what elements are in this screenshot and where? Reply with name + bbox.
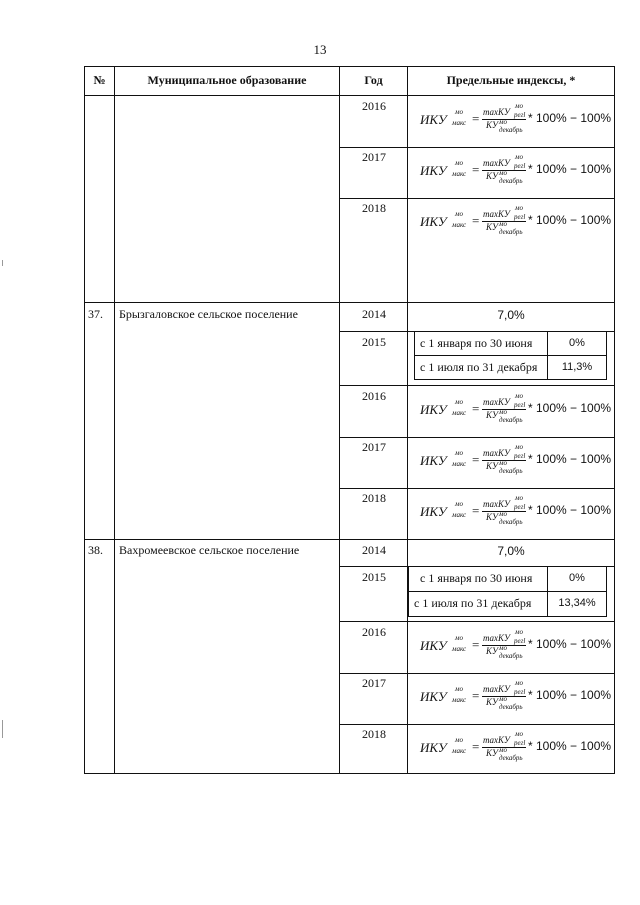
formula-lhs-sub: макс <box>452 747 467 755</box>
formula-lhs-sup: мо <box>455 159 463 167</box>
year-cell: 2018 <box>362 727 386 741</box>
index-formula <box>420 628 612 662</box>
formula-numerator: maxКУ <box>483 158 510 168</box>
row-number: 37. <box>88 307 103 321</box>
formula-lhs-sub: макс <box>452 409 467 417</box>
formula-denominator-sup: мо <box>499 695 507 703</box>
formula-numerator-sup: мо <box>515 443 523 451</box>
formula-lhs: ИКУ <box>420 740 447 755</box>
formula-equals: = <box>472 452 480 467</box>
formula-numerator: maxКУ <box>483 107 510 117</box>
formula-numerator-sub: регl <box>514 688 526 696</box>
formula-denominator-sub: декабрь <box>499 416 523 424</box>
formula-numerator-sup: мо <box>515 102 523 110</box>
municipality-name: Брызгаловское сельское поселение <box>119 307 298 321</box>
formula-equals: = <box>472 739 480 754</box>
period-value: 0% <box>569 572 585 584</box>
index-formula <box>420 153 612 187</box>
formula-lhs: ИКУ <box>420 689 447 704</box>
formula-tail: * 100% − 100% <box>528 688 612 702</box>
formula-equals: = <box>472 503 480 518</box>
formula-numerator: maxКУ <box>483 397 510 407</box>
formula-equals: = <box>472 637 480 652</box>
year-cell: 2014 <box>362 543 386 557</box>
formula-equals: = <box>472 162 480 177</box>
index-formula <box>420 443 612 477</box>
formula-denominator-sup: мо <box>499 459 507 467</box>
municipality-name: Вахромеевское сельское поселение <box>119 543 300 557</box>
formula-lhs-sup: мо <box>455 398 463 406</box>
formula-tail: * 100% − 100% <box>528 401 612 415</box>
formula-lhs: ИКУ <box>420 402 447 417</box>
formula-denominator-sub: декабрь <box>499 518 523 526</box>
year-cell: 2017 <box>362 676 386 690</box>
formula-numerator-sup: мо <box>515 204 523 212</box>
formula-lhs-sup: мо <box>455 500 463 508</box>
formula-lhs: ИКУ <box>420 163 447 178</box>
formula-lhs-sup: мо <box>455 685 463 693</box>
formula-lhs: ИКУ <box>420 214 447 229</box>
index-formula <box>420 494 612 528</box>
formula-numerator-sup: мо <box>515 628 523 636</box>
formula-denominator-sup: мо <box>499 169 507 177</box>
period-label: с 1 января по 30 июня <box>420 336 533 350</box>
formula-lhs-sup: мо <box>455 736 463 744</box>
formula-denominator-sub: декабрь <box>499 703 523 711</box>
formula-denominator-sup: мо <box>499 220 507 228</box>
formula-equals: = <box>472 688 480 703</box>
formula-denominator-sub: декабрь <box>499 652 523 660</box>
page-number: 13 <box>313 42 327 57</box>
formula-numerator: maxКУ <box>483 499 510 509</box>
formula-denominator-sub: декабрь <box>499 177 523 185</box>
index-formula <box>420 679 612 713</box>
formula-numerator-sub: регl <box>514 162 526 170</box>
formula-equals: = <box>472 111 480 126</box>
index-value: 7,0% <box>497 308 525 322</box>
header-index: Предельные индексы, * <box>446 73 576 87</box>
formula-denominator: КУ <box>486 748 498 758</box>
formula-denominator-sup: мо <box>499 644 507 652</box>
formula-numerator-sup: мо <box>515 153 523 161</box>
formula-numerator-sub: регl <box>514 739 526 747</box>
formula-lhs: ИКУ <box>420 638 447 653</box>
formula-numerator: maxКУ <box>483 209 510 219</box>
formula-denominator: КУ <box>486 697 498 707</box>
formula-tail: * 100% − 100% <box>528 503 612 517</box>
year-cell: 2015 <box>362 570 386 584</box>
year-cell: 2016 <box>362 625 386 639</box>
formula-denominator-sub: декабрь <box>499 754 523 762</box>
formula-numerator-sub: регl <box>514 637 526 645</box>
period-label: с 1 июля по 31 декабря <box>420 360 538 374</box>
formula-tail: * 100% − 100% <box>528 637 612 651</box>
formula-denominator: КУ <box>486 410 498 420</box>
formula-equals: = <box>472 213 480 228</box>
formula-numerator: maxКУ <box>483 448 510 458</box>
formula-lhs-sup: мо <box>455 634 463 642</box>
year-cell: 2014 <box>362 307 386 321</box>
formula-numerator-sup: мо <box>515 679 523 687</box>
header-num: № <box>93 73 106 87</box>
formula-lhs-sub: макс <box>452 119 467 127</box>
formula-lhs-sup: мо <box>455 449 463 457</box>
year-cell: 2017 <box>362 440 386 454</box>
formula-numerator-sub: регl <box>514 452 526 460</box>
formula-numerator-sup: мо <box>515 392 523 400</box>
scan-mark <box>2 720 3 738</box>
index-formula <box>420 730 612 764</box>
formula-numerator-sub: регl <box>514 401 526 409</box>
formula-lhs-sub: макс <box>452 645 467 653</box>
formula-lhs-sup: мо <box>455 210 463 218</box>
header-municipality: Муниципальное образование <box>147 73 307 87</box>
formula-lhs-sub: макс <box>452 221 467 229</box>
formula-numerator-sub: регl <box>514 111 526 119</box>
formula-denominator-sub: декабрь <box>499 228 523 236</box>
formula-lhs-sub: макс <box>452 170 467 178</box>
formula-lhs-sup: мо <box>455 108 463 116</box>
formula-lhs-sub: макс <box>452 696 467 704</box>
year-cell: 2018 <box>362 201 386 215</box>
formula-numerator-sup: мо <box>515 730 523 738</box>
formula-lhs: ИКУ <box>420 453 447 468</box>
header-year: Год <box>364 73 383 87</box>
index-formula <box>420 392 612 426</box>
index-formula <box>420 204 612 238</box>
formula-tail: * 100% − 100% <box>528 213 612 227</box>
formula-denominator-sup: мо <box>499 408 507 416</box>
scan-mark <box>2 260 3 266</box>
formula-denominator-sub: декабрь <box>499 467 523 475</box>
formula-numerator: maxКУ <box>483 633 510 643</box>
formula-denominator-sup: мо <box>499 510 507 518</box>
year-cell: 2016 <box>362 99 386 113</box>
formula-lhs: ИКУ <box>420 112 447 127</box>
formula-numerator: maxКУ <box>483 684 510 694</box>
formula-numerator-sup: мо <box>515 494 523 502</box>
formula-denominator-sup: мо <box>499 118 507 126</box>
formula-numerator-sub: регl <box>514 503 526 511</box>
formula-equals: = <box>472 401 480 416</box>
year-cell: 2015 <box>362 335 386 349</box>
period-value: 13,34% <box>558 597 596 609</box>
formula-denominator: КУ <box>486 646 498 656</box>
year-cell: 2016 <box>362 389 386 403</box>
period-value: 11,3% <box>561 361 593 373</box>
index-formula <box>420 102 612 136</box>
formula-numerator-sub: регl <box>514 213 526 221</box>
period-label: с 1 июля по 31 декабря <box>414 596 532 610</box>
year-cell: 2018 <box>362 491 386 505</box>
formula-denominator: КУ <box>486 461 498 471</box>
formula-numerator: maxКУ <box>483 735 510 745</box>
formula-denominator: КУ <box>486 120 498 130</box>
period-label: с 1 января по 30 июня <box>420 571 533 585</box>
row-number: 38. <box>88 543 103 557</box>
year-cell: 2017 <box>362 150 386 164</box>
period-value: 0% <box>569 337 585 349</box>
formula-lhs-sub: макс <box>452 460 467 468</box>
formula-denominator: КУ <box>486 512 498 522</box>
index-value: 7,0% <box>497 544 525 558</box>
formula-tail: * 100% − 100% <box>528 452 612 466</box>
formula-denominator-sub: декабрь <box>499 126 523 134</box>
formula-lhs: ИКУ <box>420 504 447 519</box>
formula-tail: * 100% − 100% <box>528 111 612 125</box>
formula-denominator: КУ <box>486 171 498 181</box>
formula-lhs-sub: макс <box>452 511 467 519</box>
formula-denominator: КУ <box>486 222 498 232</box>
formula-tail: * 100% − 100% <box>528 739 612 753</box>
formula-tail: * 100% − 100% <box>528 162 612 176</box>
formula-denominator-sup: мо <box>499 746 507 754</box>
